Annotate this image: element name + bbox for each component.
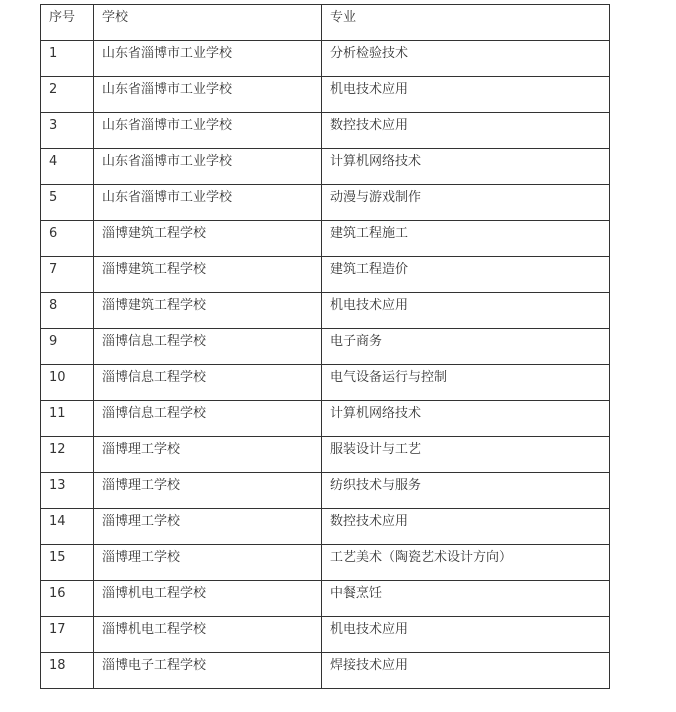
- table-row: [41, 617, 610, 653]
- cell-index: 10: [41, 365, 94, 401]
- cell-school: 山东省淄博市工业学校: [94, 41, 322, 77]
- header-school: 学校: [94, 5, 322, 41]
- cell-index: 15: [41, 545, 94, 581]
- table-row: [41, 437, 610, 473]
- table-row: [41, 293, 610, 329]
- table-header-row: [41, 5, 610, 41]
- cell-school: 山东省淄博市工业学校: [94, 185, 322, 221]
- table-row: [41, 185, 610, 221]
- cell-school: 淄博建筑工程学校: [94, 257, 322, 293]
- table-row: [41, 473, 610, 509]
- table-row: [41, 149, 610, 185]
- cell-school: 山东省淄博市工业学校: [94, 77, 322, 113]
- cell-major: 计算机网络技术: [322, 401, 610, 437]
- header-index: 序号: [41, 5, 94, 41]
- cell-major: 工艺美术（陶瓷艺术设计方向）: [322, 545, 610, 581]
- header-major: 专业: [322, 5, 610, 41]
- cell-index: 1: [41, 41, 94, 77]
- cell-school: 淄博建筑工程学校: [94, 293, 322, 329]
- cell-major: 中餐烹饪: [322, 581, 610, 617]
- cell-major: 焊接技术应用: [322, 653, 610, 689]
- table-row: [41, 653, 610, 689]
- cell-major: 建筑工程造价: [322, 257, 610, 293]
- table-row: [41, 257, 610, 293]
- cell-school: 淄博电子工程学校: [94, 653, 322, 689]
- cell-index: 7: [41, 257, 94, 293]
- table-body: [41, 41, 610, 689]
- table-row: [41, 509, 610, 545]
- table-row: [41, 41, 610, 77]
- cell-index: 17: [41, 617, 94, 653]
- cell-school: 淄博理工学校: [94, 545, 322, 581]
- cell-index: 12: [41, 437, 94, 473]
- cell-index: 18: [41, 653, 94, 689]
- cell-major: 机电技术应用: [322, 293, 610, 329]
- cell-school: 淄博理工学校: [94, 473, 322, 509]
- cell-school: 山东省淄博市工业学校: [94, 149, 322, 185]
- table-row: [41, 581, 610, 617]
- table-row: [41, 221, 610, 257]
- cell-school: 淄博机电工程学校: [94, 581, 322, 617]
- cell-index: 3: [41, 113, 94, 149]
- cell-index: 13: [41, 473, 94, 509]
- cell-index: 9: [41, 329, 94, 365]
- cell-major: 计算机网络技术: [322, 149, 610, 185]
- table-row: [41, 365, 610, 401]
- table-row: [41, 77, 610, 113]
- cell-major: 纺织技术与服务: [322, 473, 610, 509]
- cell-major: 建筑工程施工: [322, 221, 610, 257]
- cell-index: 16: [41, 581, 94, 617]
- cell-index: 5: [41, 185, 94, 221]
- cell-school: 淄博信息工程学校: [94, 401, 322, 437]
- school-major-table: [40, 4, 610, 689]
- cell-major: 动漫与游戏制作: [322, 185, 610, 221]
- cell-school: 山东省淄博市工业学校: [94, 113, 322, 149]
- cell-major: 机电技术应用: [322, 77, 610, 113]
- cell-index: 6: [41, 221, 94, 257]
- table-row: [41, 545, 610, 581]
- cell-major: 分析检验技术: [322, 41, 610, 77]
- cell-major: 机电技术应用: [322, 617, 610, 653]
- cell-index: 2: [41, 77, 94, 113]
- cell-index: 8: [41, 293, 94, 329]
- cell-school: 淄博信息工程学校: [94, 329, 322, 365]
- cell-major: 电气设备运行与控制: [322, 365, 610, 401]
- cell-school: 淄博建筑工程学校: [94, 221, 322, 257]
- table-row: [41, 329, 610, 365]
- cell-major: 服装设计与工艺: [322, 437, 610, 473]
- cell-school: 淄博信息工程学校: [94, 365, 322, 401]
- cell-school: 淄博理工学校: [94, 509, 322, 545]
- table-row: [41, 401, 610, 437]
- cell-school: 淄博理工学校: [94, 437, 322, 473]
- table-row: [41, 113, 610, 149]
- cell-index: 14: [41, 509, 94, 545]
- cell-school: 淄博机电工程学校: [94, 617, 322, 653]
- cell-index: 11: [41, 401, 94, 437]
- cell-major: 数控技术应用: [322, 113, 610, 149]
- cell-major: 数控技术应用: [322, 509, 610, 545]
- cell-major: 电子商务: [322, 329, 610, 365]
- cell-index: 4: [41, 149, 94, 185]
